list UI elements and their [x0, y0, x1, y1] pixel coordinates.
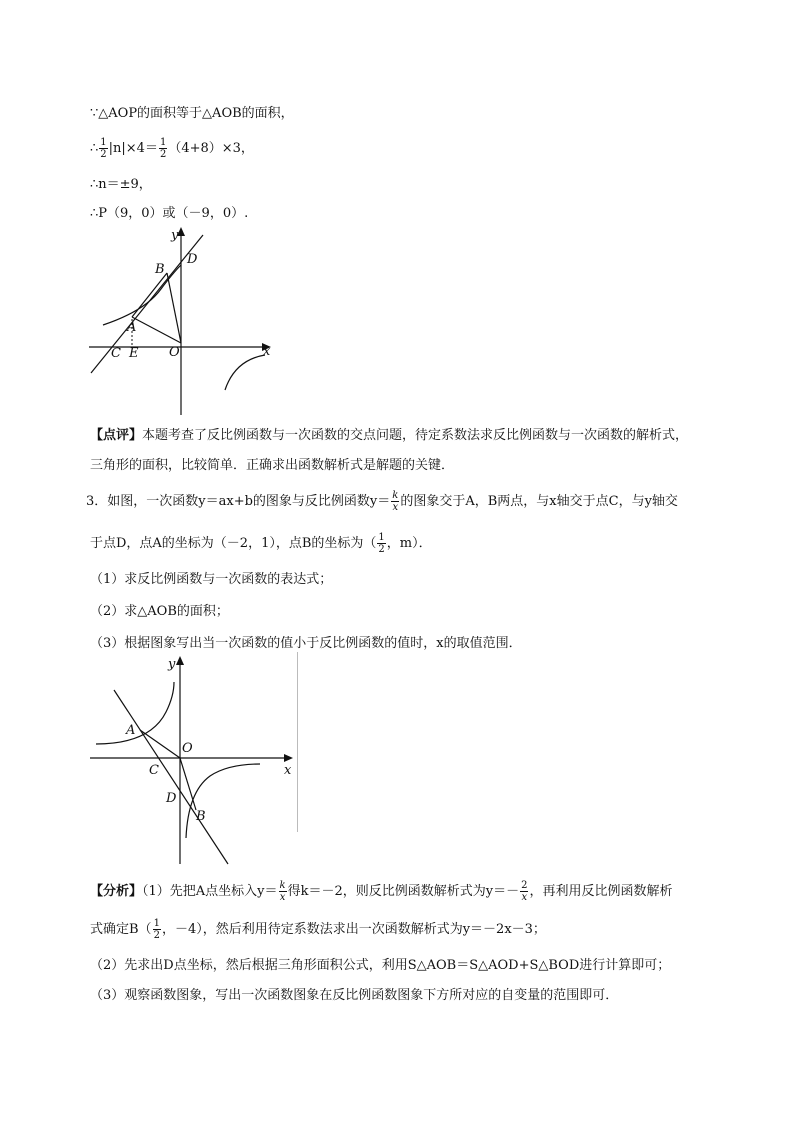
graph-1-label-a: A [127, 320, 137, 335]
problem-3-text-b: 的图象交于A，B两点，与x轴交于点C，与y轴交 [400, 494, 678, 509]
analysis-line-2 [90, 918, 546, 941]
graph-1-hyperbola-left [103, 265, 181, 325]
graph-1-segment-ab [132, 273, 167, 317]
graph-1-label-b: B [155, 262, 165, 277]
solution-line-2-tail: （4+8）×3， [168, 141, 254, 156]
problem-3-text-a: 如图，一次函数y＝ax+b的图象与反比例函数y＝ [107, 494, 391, 509]
problem-3-text-d: ，m）． [386, 536, 432, 551]
comment-line-2: 三角形的面积，比较简单．正确求出函数解析式是解题的关键． [90, 458, 455, 473]
graph-1-label-e: E [129, 346, 139, 361]
fraction-numerator: 1 [159, 137, 167, 148]
fraction-denominator: x [521, 892, 528, 903]
graph-1-label-d: D [187, 252, 198, 267]
graph-2-segment-ao [140, 730, 180, 758]
comment-tag: 【点评】 [90, 428, 143, 443]
graph-2-label-o: O [182, 741, 193, 756]
solution-line-1: ∵△AOP的面积等于△AOB的面积， [90, 106, 294, 121]
graph-1-label-o: O [169, 345, 180, 360]
graph-2-label-a: A [126, 723, 136, 738]
analysis-text-d: 式确定B（ [90, 922, 152, 937]
comment-text: 本题考查了反比例函数与一次函数的交点问题，待定系数法求反比例函数与一次函数的解析式， [142, 428, 689, 443]
therefore-symbol: ∴ [90, 141, 99, 156]
graph-1-label-y: y [171, 228, 179, 243]
fraction-denominator: 2 [153, 930, 160, 941]
question-1: （1）求反比例函数与一次函数的表达式； [90, 572, 333, 587]
fraction-half-2 [159, 137, 167, 160]
comment-line-1 [90, 426, 688, 446]
fraction-numerator: 2 [521, 880, 528, 891]
graph-1-label-c: C [111, 346, 121, 361]
question-3: （3）根据图象写出当一次函数的值小于反比例函数的值时，x的取值范围． [90, 636, 522, 651]
figure-divider [297, 652, 298, 832]
fraction-numerator: 1 [378, 532, 385, 543]
fraction-denominator: 2 [378, 544, 385, 555]
analysis-tag: 【分析】 [90, 884, 143, 899]
fraction-half-c [153, 918, 161, 941]
problem-3-line-1 [86, 490, 678, 513]
fraction-half-b [377, 532, 385, 555]
fraction-denominator: x [392, 502, 399, 513]
graph-1-label-x: x [263, 344, 271, 359]
graph-1-segment-ao [132, 317, 181, 343]
analysis-text-e: ，－4），然后利用待定系数法求出一次函数解析式为y＝－2x－3； [161, 922, 546, 937]
graph-2-label-x: x [284, 763, 292, 778]
graph-2-label-b: B [196, 809, 206, 824]
solution-line-2-mid: |n|×4＝ [108, 141, 158, 156]
fraction-denominator: 2 [100, 149, 107, 160]
analysis-text-a: （1）先把A点坐标入y＝ [142, 884, 278, 899]
fraction-denominator: 2 [159, 149, 167, 160]
analysis-text-b: 得k＝－2，则反比例函数解析式为y＝－ [287, 884, 520, 899]
graph-2-label-d: D [166, 791, 177, 806]
analysis-line-3: （2）先求出D点坐标，然后根据三角形面积公式，利用S△AOB＝S△AOD+S△BOD进行计算即可； [90, 958, 671, 973]
graph-2-label-y: y [168, 657, 176, 672]
fraction-numerator: 1 [100, 137, 107, 148]
graph-1-hyperbola-right [225, 355, 265, 390]
question-2: （2）求△AOB的面积； [90, 604, 229, 619]
fraction-2-over-x [520, 880, 528, 903]
graph-2-hyperbola-right [186, 764, 260, 838]
fraction-numerator: k [279, 880, 286, 891]
graph-2-figure [88, 652, 298, 867]
fraction-k-over-x [391, 490, 399, 513]
fraction-numerator: 1 [153, 918, 160, 929]
solution-line-2 [90, 137, 254, 160]
problem-number: 3． [86, 494, 108, 509]
solution-line-4: ∴P（9，0）或（－9，0）. [90, 206, 249, 221]
analysis-text-c: ，再利用反比例函数解析 [529, 884, 673, 899]
fraction-numerator: k [392, 490, 399, 501]
graph-1-segment-bo [167, 273, 181, 343]
fraction-k-over-x-2 [279, 880, 287, 903]
analysis-line-4: （3）观察函数图象，写出一次函数图象在反比例函数图象下方所对应的自变量的范围即可． [90, 988, 619, 1003]
fraction-denominator: x [279, 892, 286, 903]
graph-1-figure [85, 225, 285, 420]
graph-2-x-arrow [284, 754, 293, 762]
problem-3-line-2 [90, 532, 432, 555]
solution-line-3: ∴n＝±9， [90, 177, 152, 192]
graph-2-linear-function [114, 690, 228, 864]
problem-3-text-c: 于点D，点A的坐标为（－2，1），点B的坐标为（ [90, 536, 377, 551]
fraction-half [99, 137, 107, 160]
graph-2-y-arrow [176, 656, 184, 665]
graph-2-label-c: C [149, 763, 159, 778]
analysis-line-1 [90, 880, 672, 903]
